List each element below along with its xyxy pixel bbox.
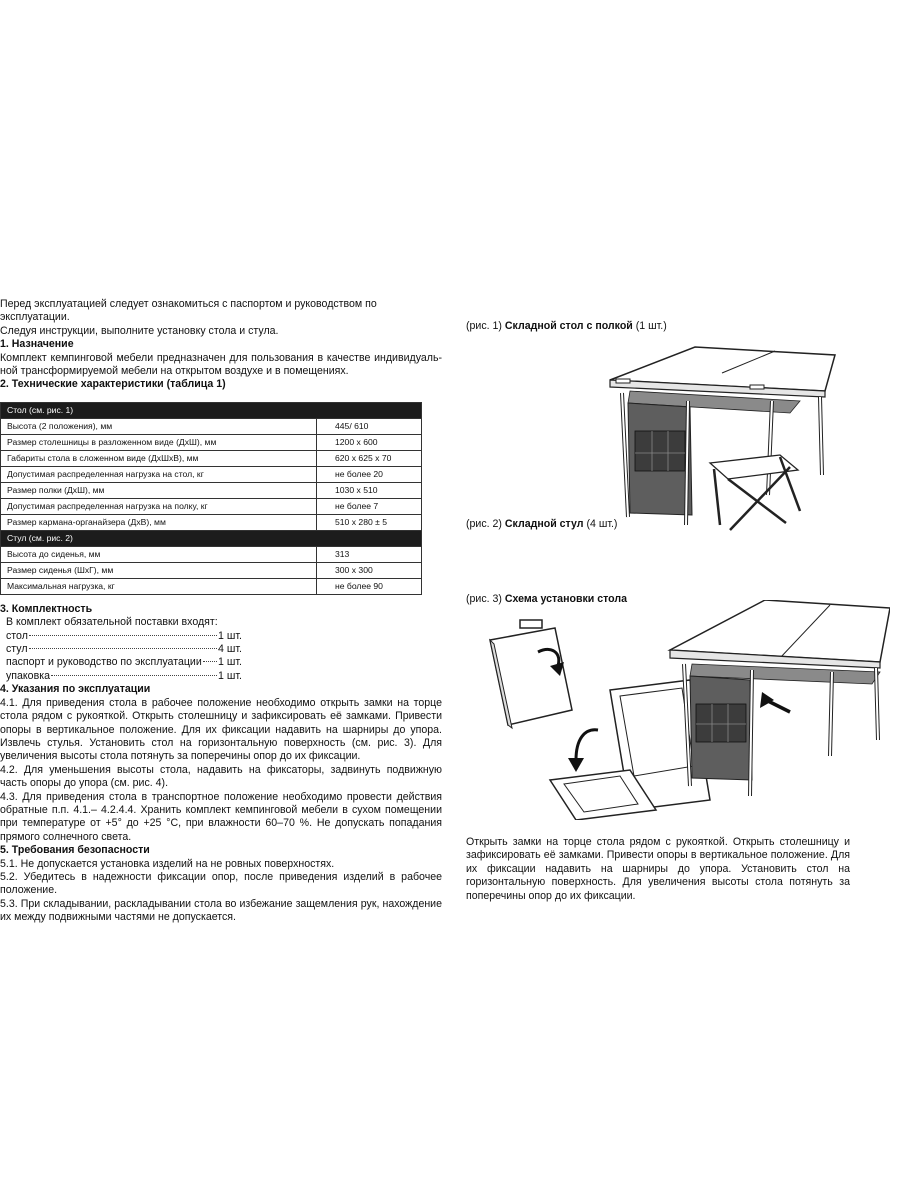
paragraph: 5.2. Убедитесь в надежности фиксации опор, после приведения изделий в рабочее положение. [0,870,442,897]
spec-label: Допустимая распределенная нагрузка на стол, кг [1,466,317,482]
spec-value: не более 20 [317,466,422,482]
dot-leader [29,635,217,636]
spec-value: 1200 х 600 [317,434,422,450]
table-row [1,482,422,498]
spec-label: Габариты стола в сложенном виде (ДхШхВ), мм [1,450,317,466]
kit-item-name: стул [6,643,28,656]
kit-item-qty: 1 шт. [218,669,242,682]
table-row [1,434,422,450]
installation-scheme-illustration [480,600,890,820]
figure-caption: (рис. 2) Складной стул (4 шт.) [466,518,618,530]
table-row [1,450,422,466]
spec-label: Высота (2 положения), мм [1,418,317,434]
folded-case [490,620,572,728]
kit-item-qty: 1 шт. [218,656,242,669]
spec-label: Размер столешницы в разложенном виде (ДхШ), мм [1,434,317,450]
section-text: Комплект кемпинговой мебели предназначен для пользования в качестве индивидуальной трансформируемой мебели на открытом воздухе и в помещениях. [0,351,442,378]
spec-value: не более 7 [317,498,422,514]
table-row [1,466,422,482]
table-section-header [1,530,422,546]
spec-value: 620 х 625 х 70 [317,450,422,466]
dot-leader [29,648,218,649]
section-heading: 5. Требования безопасности [0,844,150,857]
table-illustration [600,335,845,535]
spec-value: 300 х 300 [317,562,422,578]
section-heading: 4. Указания по эксплуатации [0,683,151,696]
list-item [6,670,242,683]
spec-value: 313 [317,546,422,562]
spec-label: Допустимая распределенная нагрузка на полку, кг [1,498,317,514]
paragraph: 4.3. Для приведения стола в транспортное положение необходимо провести действия обратные п.п. 4.1.– 4.2.4.4. Хранить комплект кемпинговой мебели в сухом помещении при температуре от +5° до +25 °С, при влажности 60–70 %. Не допускать попадания прямого солнечного света. [0,790,442,843]
spec-label: Размер полки (ДхШ), мм [1,482,317,498]
table-row [1,562,422,578]
list-item [6,630,242,643]
table-row [1,498,422,514]
kit-item-qty: 1 шт. [218,629,242,642]
list-item [6,656,242,669]
figure-caption: (рис. 1) Складной стол с полкой (1 шт.) [466,320,667,332]
kit-lead: В комплект обязательной поставки входят: [6,616,218,629]
spec-value: не более 90 [317,578,422,594]
section-heading: 1. Назначение [0,338,74,351]
installation-note: Открыть замки на торце стола рядом с рукояткой. Открыть столешницу и зафиксировать её замками. Привести опоры в вертикальное положение. Для их фиксации надавить на шарниры до упора. Установить стол на горизонтальную поверхность. Для увеличения высоты стола потянуть за поперечины опор до их фиксации. [466,836,850,902]
table-row [1,418,422,434]
table-row [1,546,422,562]
figure-caption: (рис. 3) Схема установки стола [466,593,627,605]
kit-item-name: паспорт и руководство по эксплуатации [6,656,202,669]
kit-list [6,616,442,683]
table-section-header [1,402,422,418]
section-heading: 3. Комплектность [0,602,93,615]
spec-value: 510 х 280 ± 5 [317,514,422,530]
intro-line: Следуя инструкции, выполните установку стола и стула. [0,324,279,337]
table-row [1,578,422,594]
dot-leader [203,661,217,662]
spec-label: Максимальная нагрузка, кг [1,578,317,594]
paragraph: 5.3. При складывании, раскладывании стола во избежание защемления рук, нахождение их между подвижными частями не допускается. [0,897,442,924]
spec-label: Размер кармана-органайзера (ДхВ), мм [1,514,317,530]
paragraph: 4.2. Для уменьшения высоты стола, надавить на фиксаторы, задвинуть подвижную часть опоры до упора (см. рис. 4). [0,763,442,790]
dot-leader [51,675,217,676]
spec-label: Размер сиденья (ШхГ), мм [1,562,317,578]
list-item [6,643,242,656]
section-heading: 2. Технические характеристики (таблица 1) [0,378,226,391]
table-row [1,514,422,530]
kit-item-qty: 4 шт. [218,643,242,656]
specs-table [0,402,422,595]
spec-label: Высота до сиденья, мм [1,546,317,562]
spec-value: 445/ 610 [317,418,422,434]
kit-item-name: стол [6,629,28,642]
table-section-title: Стол (см. рис. 1) [1,402,422,418]
table-section-title: Стул (см. рис. 2) [1,530,422,546]
kit-item-name: упаковка [6,669,50,682]
paragraph: 4.1. Для приведения стола в рабочее положение необходимо открыть замки на торце стола рядом с рукояткой. Открыть столешницу и зафиксировать её замками. Привести опоры в вертикальное положение. Для их фиксации надавить на шарниры до упора. Извлечь стулья. Установить стол на горизонтальную поверхность (см. рис. 3). Для увеличения высоты стола потянуть за поперечины опор до их фиксации. [0,696,442,763]
manual-text-column [0,298,442,925]
assembled-table [670,600,890,796]
intro-line: Перед эксплуатацией следует ознакомиться с паспортом и руководством по эксплуатации. [0,298,377,324]
spec-value: 1030 х 510 [317,482,422,498]
paragraph: 5.1. Не допускается установка изделий на не ровных поверхностях. [0,857,335,870]
